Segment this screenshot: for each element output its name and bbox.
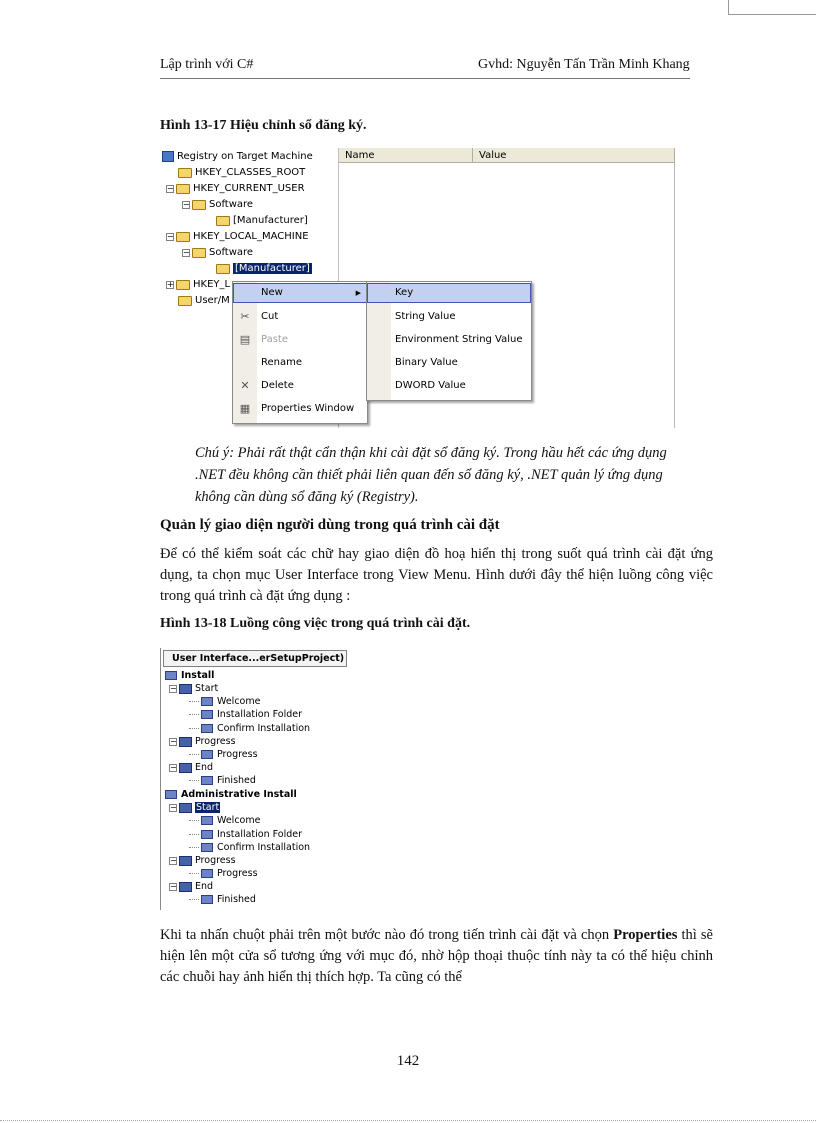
admin-progress-group[interactable]: − Progress <box>170 855 236 866</box>
dialog-icon <box>201 869 213 878</box>
crop-mark-horizontal <box>728 14 816 15</box>
dialog-stack-icon <box>179 684 192 694</box>
submenu-item-binary-value[interactable]: Binary Value <box>395 357 458 368</box>
header-rule <box>160 78 690 79</box>
menu-item-new[interactable]: New ▶ <box>233 283 367 303</box>
dialog-icon <box>201 895 213 904</box>
collapse-icon[interactable]: − <box>170 736 177 746</box>
header-right: Gvhd: Nguyễn Tấn Trần Minh Khang <box>478 57 690 72</box>
column-header-name[interactable]: Name <box>339 148 473 163</box>
collapse-icon[interactable]: − <box>170 802 177 812</box>
tree-item-manufacturer-cu[interactable]: [Manufacturer] <box>216 215 308 226</box>
submenu-item-key[interactable]: Key <box>367 283 531 303</box>
admin-end-group[interactable]: − End <box>170 881 214 892</box>
admin-finished-node[interactable]: Finished <box>189 894 256 905</box>
install-welcome-node[interactable]: Welcome <box>189 696 260 707</box>
clipboard-icon: ▤ <box>239 333 251 346</box>
install-finished-node[interactable]: Finished <box>189 775 256 786</box>
computer-icon <box>162 151 174 162</box>
dialog-icon <box>201 843 213 852</box>
user-interface-screenshot <box>160 648 349 910</box>
scissors-icon: ✂ <box>240 310 250 323</box>
dialog-icon <box>201 724 213 733</box>
dialog-stack-icon <box>179 737 192 747</box>
collapse-icon[interactable]: − <box>183 247 190 257</box>
figure2-caption: Hình 13-18 Luồng công việc trong quá trình cài đặt. <box>160 616 471 631</box>
folder-icon <box>178 168 192 178</box>
tree-item-software-cu[interactable]: − Software <box>183 199 254 210</box>
dialog-icon <box>201 776 213 785</box>
expand-icon[interactable]: + <box>167 279 174 289</box>
collapse-icon[interactable]: − <box>170 762 177 772</box>
properties-term: Properties <box>613 927 678 943</box>
admin-welcome-node[interactable]: Welcome <box>189 815 260 826</box>
folder-icon <box>192 248 206 258</box>
delete-x-icon: ✕ <box>240 379 250 392</box>
install-end-group[interactable]: − End <box>170 762 214 773</box>
dialog-icon <box>201 830 213 839</box>
tree-item-software-lm[interactable]: − Software <box>183 247 254 258</box>
tree-item-hku[interactable]: + HKEY_L <box>167 279 231 290</box>
header-left: Lập trình với C# <box>160 57 254 72</box>
dialog-icon <box>201 816 213 825</box>
dialog-stack-icon <box>179 803 192 813</box>
submenu-item-string-value[interactable]: String Value <box>395 311 456 322</box>
folder-icon <box>176 232 190 242</box>
install-confirm-node[interactable]: Confirm Installation <box>189 723 310 734</box>
dialog-stack-icon <box>179 882 192 892</box>
pane-border <box>674 163 675 428</box>
dialog-stack-icon <box>179 856 192 866</box>
dialog-stack-icon <box>179 763 192 773</box>
dialog-icon <box>201 750 213 759</box>
install-progress-node[interactable]: Progress <box>189 749 258 760</box>
figure1-caption: Hình 13-17 Hiệu chỉnh sổ đăng ký. <box>160 118 367 133</box>
tree-item-user-machine[interactable]: User/M <box>178 295 230 306</box>
install-folder-node[interactable]: Installation Folder <box>189 709 302 720</box>
crop-mark-vertical <box>728 0 729 14</box>
properties-icon: ▦ <box>239 402 251 415</box>
tree-item-hkcr[interactable]: HKEY_CLASSES_ROOT <box>178 167 305 178</box>
folder-icon <box>192 200 206 210</box>
submenu-arrow-icon: ▶ <box>355 289 361 297</box>
collapse-icon[interactable]: − <box>167 183 174 193</box>
admin-progress-node[interactable]: Progress <box>189 868 258 879</box>
menu-item-paste[interactable]: ▤ Paste <box>239 333 288 346</box>
paragraph-2: Khi ta nhấn chuột phải trên một bước nào đó trong tiến trình cài đặt và chọn Properties thì sẽ hiện lên một cửa sổ tương ứng với mục đó, nhờ hộp thoại thuộc tính này ta có thể hiệu chỉnh các chuỗi hay ảnh hiển thị thích hợp. Ta cũng có thể <box>160 927 713 985</box>
dialog-icon <box>201 697 213 706</box>
menu-item-cut[interactable]: ✂ Cut <box>233 307 367 327</box>
folder-icon <box>176 280 190 290</box>
tree-root[interactable]: Registry on Target Machine <box>162 151 313 162</box>
menu-item-delete[interactable]: ✕ Delete <box>233 376 367 396</box>
tree-item-hkcu[interactable]: − HKEY_CURRENT_USER <box>167 183 305 194</box>
registry-screenshot <box>160 148 674 428</box>
install-progress-group[interactable]: − Progress <box>170 736 236 747</box>
tree-item-manufacturer-lm[interactable]: [Manufacturer] <box>216 263 312 274</box>
folder-icon <box>178 296 192 306</box>
context-menu <box>232 281 368 424</box>
admin-folder-node[interactable]: Installation Folder <box>189 829 302 840</box>
admin-confirm-node[interactable]: Confirm Installation <box>189 842 310 853</box>
collapse-icon[interactable]: − <box>170 881 177 891</box>
note-text: Chú ý: Phải rất thật cẩn thận khi cài đặt sổ đăng ký. Trong hầu hết các ứng dụng .NET đều không cần thiết phải liên quan đến sổ đăng ký, .NET quản lý ứng dụng không cần dùng sổ đăng ký (Registry). <box>195 445 667 505</box>
admin-install-node[interactable]: Administrative Install <box>165 789 297 800</box>
install-start-node[interactable]: − Start <box>170 683 219 694</box>
submenu-item-dword-value[interactable]: DWORD Value <box>395 380 466 391</box>
collapse-icon[interactable]: − <box>170 855 177 865</box>
installer-icon <box>165 671 177 680</box>
folder-icon <box>176 184 190 194</box>
submenu-item-environment-string-value[interactable]: Environment String Value <box>395 334 523 345</box>
editor-tab[interactable]: User Interface...erSetupProject) <box>163 650 347 667</box>
admin-start-node[interactable]: − Start <box>170 802 220 813</box>
page-number: 142 <box>396 1053 420 1069</box>
folder-icon <box>216 216 230 226</box>
dialog-icon <box>201 710 213 719</box>
new-submenu <box>366 281 532 401</box>
installer-icon <box>165 790 177 799</box>
paragraph-1: Để có thể kiểm soát các chữ hay giao diện đồ hoạ hiển thị trong suốt quá trình cài đặt ứng dụng, ta chọn mục User Interface trong View Menu. Hình dưới đây thể hiện luồng công việc trong quá trình cà đặt ứng dụng : <box>160 546 713 604</box>
collapse-icon[interactable]: − <box>170 683 177 693</box>
column-header-value[interactable]: Value <box>473 148 675 163</box>
install-node[interactable]: Install <box>165 670 214 681</box>
folder-open-icon <box>216 264 230 274</box>
collapse-icon[interactable]: − <box>183 199 190 209</box>
tree-item-hklm[interactable]: − HKEY_LOCAL_MACHINE <box>167 231 309 242</box>
section-heading: Quản lý giao diện người dùng trong quá trình cài đặt <box>160 517 500 533</box>
menu-item-properties-window[interactable]: ▦ Properties Window <box>239 402 355 415</box>
menu-item-rename[interactable]: Rename <box>261 357 303 368</box>
collapse-icon[interactable]: − <box>167 231 174 241</box>
page-bottom-border <box>0 1120 816 1122</box>
